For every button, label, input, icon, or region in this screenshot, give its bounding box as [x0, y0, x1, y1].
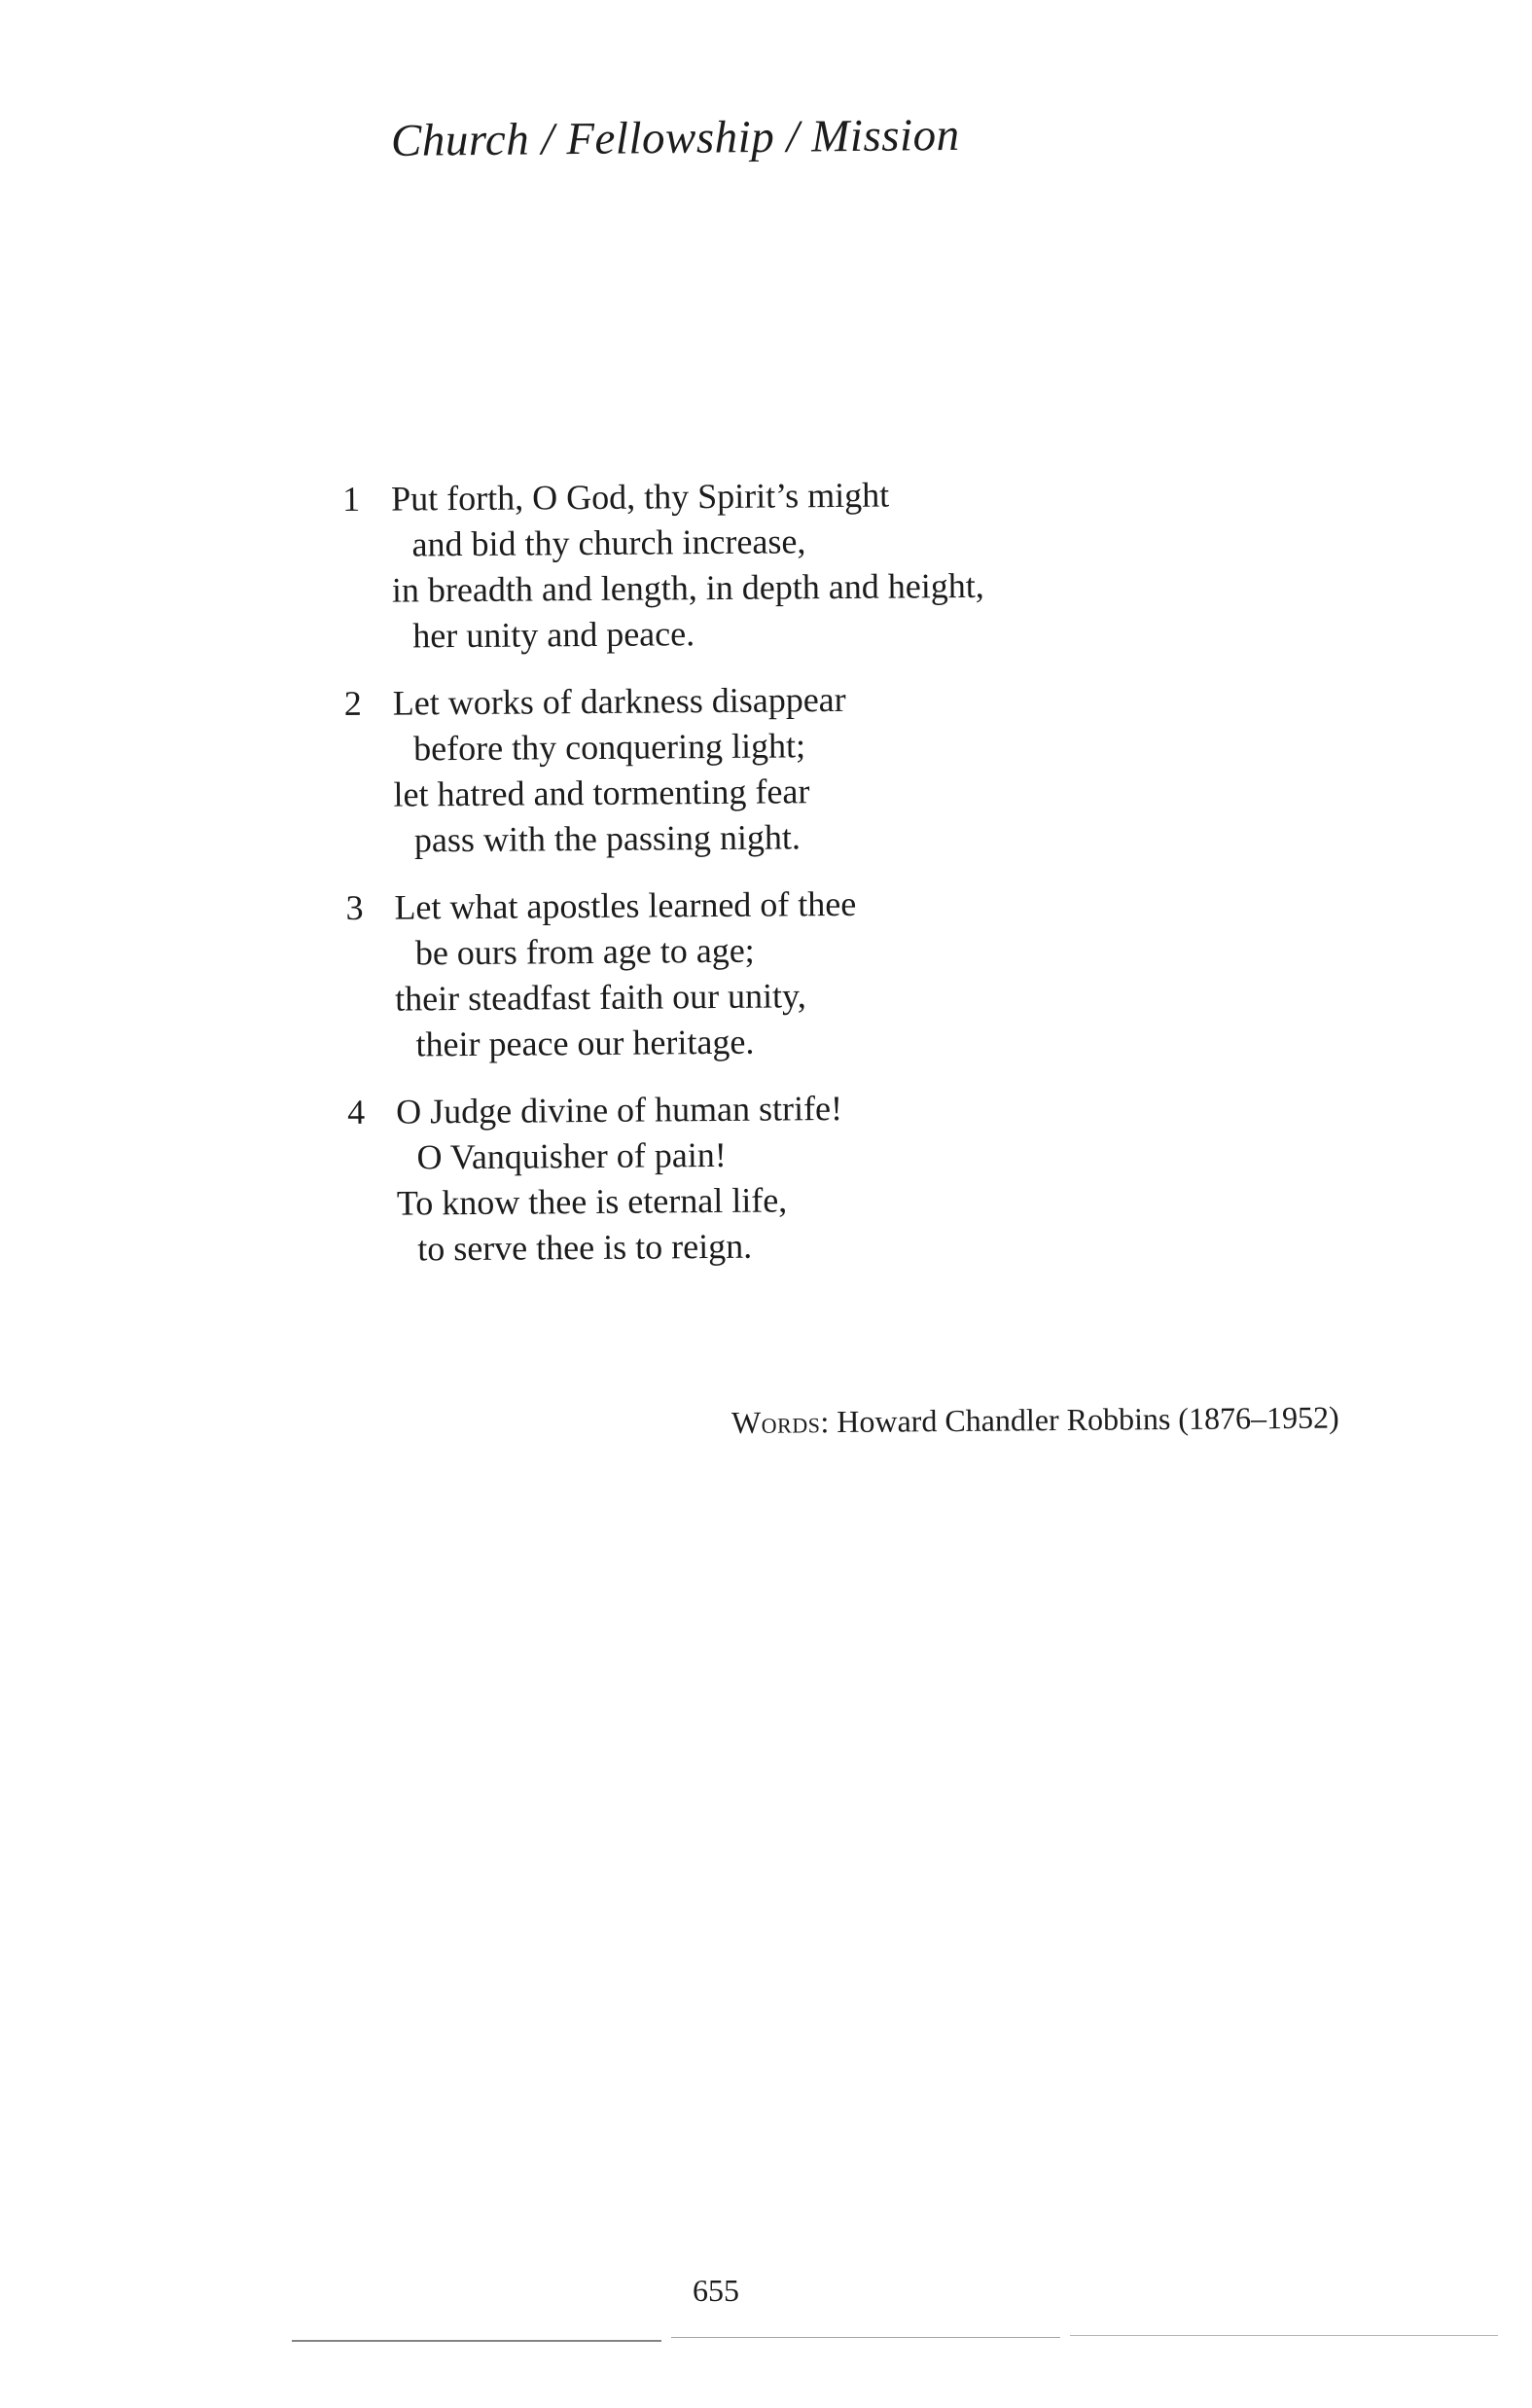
hymn-line: Let what apostles learned of thee	[394, 883, 857, 927]
hymn-line: their peace our heritage.	[415, 1022, 755, 1064]
scan-edge-line	[671, 2337, 1060, 2338]
stanza-4	[347, 1085, 989, 1273]
stanza-number: 3	[345, 887, 364, 927]
hymn-line: O Vanquisher of pain!	[416, 1134, 727, 1177]
hymn-line: To know thee is eternal life,	[396, 1180, 788, 1223]
hymn-line: and bid thy church increase,	[411, 521, 806, 564]
scan-edge-line	[292, 2340, 661, 2342]
stanza-number: 1	[342, 479, 361, 519]
hymn-line: be ours from age to age;	[414, 930, 755, 973]
stanza-number: 4	[346, 1092, 366, 1132]
stanza-1	[342, 472, 984, 660]
hymn-line: to serve thee is to reign.	[417, 1226, 753, 1269]
words-attribution	[731, 1400, 1339, 1441]
attribution-label: Words	[730, 1404, 821, 1440]
hymn-text	[342, 472, 989, 1294]
attribution-author: Howard Chandler Robbins (1876–1952)	[829, 1399, 1339, 1440]
attribution-separator: :	[820, 1404, 830, 1440]
page-number: 655	[693, 2273, 739, 2308]
scan-edge-line	[1070, 2335, 1498, 2336]
stanza-number: 2	[343, 683, 362, 723]
hymn-line: their steadfast faith our unity,	[395, 976, 806, 1019]
hymn-line: Let works of darkness disappear	[392, 679, 846, 723]
hymn-line: her unity and peace.	[412, 614, 695, 656]
section-heading: Church / Fellowship / Mission	[390, 109, 960, 166]
hymn-line: O Judge divine of human strife!	[395, 1088, 843, 1132]
hymn-line: pass with the passing night.	[413, 817, 802, 860]
hymn-line: Put forth, O God, thy Spirit’s might	[391, 475, 890, 519]
stanza-2	[344, 676, 986, 864]
hymn-line: in breadth and length, in depth and height,	[391, 565, 984, 610]
hymn-line: before thy conquering light;	[413, 726, 806, 769]
hymn-line: let hatred and tormenting fear	[393, 772, 810, 814]
stanza-3	[345, 881, 987, 1068]
